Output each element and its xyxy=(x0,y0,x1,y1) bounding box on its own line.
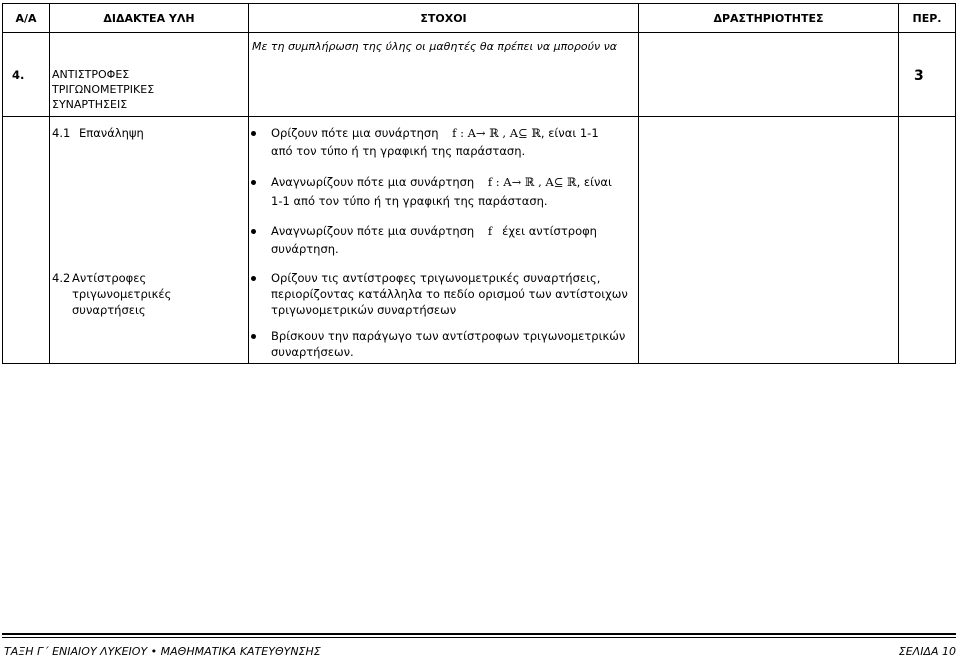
goal-1-suffix: , είναι 1-1 xyxy=(540,126,599,140)
goal-3-line2: συνάρτηση. xyxy=(271,242,339,256)
header-activities xyxy=(638,3,899,33)
intro-text: Με τη συμπλήρωση της ύλης οι μαθητές θα πρέπει να μπορούν να xyxy=(252,40,618,53)
body-material-cell xyxy=(49,116,249,364)
goal-4-line3: τριγωνομετρικών συναρτήσεων xyxy=(271,303,457,317)
chapter-title-line2: ΤΡΙΓΩΝΟΜΕΤΡΙΚΕΣ xyxy=(52,83,155,96)
goal-2-text: Αναγνωρίζουν πότε μια συνάρτηση xyxy=(271,175,475,189)
goal-3-text: Αναγνωρίζουν πότε μια συνάρτηση xyxy=(271,224,475,238)
header-aa xyxy=(2,3,50,33)
goal-1-text: Ορίζουν πότε μια συνάρτηση xyxy=(271,126,439,140)
section-4-2-title-line1: Αντίστροφες xyxy=(72,271,147,285)
goal-2-line2: 1-1 από τον τύπο ή τη γραφική της παράσταση. xyxy=(271,194,548,208)
goal-5-line1: Βρίσκουν την παράγωγο των αντίστροφων τριγωνομετρικών xyxy=(271,329,626,343)
chapter-periods: 3 xyxy=(914,68,924,84)
header-material xyxy=(49,3,249,33)
goal-1-math: f : A→ ℝ , A⊆ ℝ xyxy=(452,126,541,140)
footer-rule-thick xyxy=(2,633,956,635)
section-4-2-title-line2: τριγωνομετρικές xyxy=(72,287,172,301)
body-periods-cell xyxy=(898,116,956,364)
goal-5-line2: συναρτήσεων. xyxy=(271,345,354,359)
section-4-2-number: 4.2 xyxy=(52,271,71,285)
chapter-number-cell xyxy=(2,32,50,117)
header-periods xyxy=(898,3,956,33)
periods-cell xyxy=(898,32,956,117)
body-activities-cell xyxy=(638,116,899,364)
section-4-1-title: Επανάληψη xyxy=(79,126,144,140)
header-periods-label: ΠΕΡ. xyxy=(912,11,942,25)
header-activities-label: ΔΡΑΣΤΗΡΙΟΤΗΤΕΣ xyxy=(713,11,824,25)
header-material-label: ΔΙΔΑΚΤΕΑ ΥΛΗ xyxy=(103,11,195,25)
footer-left: ΤΑΞΗ Γ΄ ΕΝΙΑΙΟΥ ΛΥΚΕΙΟΥ • ΜΑΘΗΜΑΤΙΚΑ ΚΑΤΕΥΘΥΝΣΗΣ xyxy=(4,645,321,658)
section-4-2-title-line3: συναρτήσεις xyxy=(72,303,146,317)
goal-3-math: f xyxy=(487,224,493,238)
header-goals-label: ΣΤΟΧΟΙ xyxy=(420,11,467,25)
chapter-number: 4. xyxy=(12,68,25,82)
goal-2-math: f : A→ ℝ , A⊆ ℝ xyxy=(487,175,577,189)
footer-right: ΣΕΛΙΔΑ 10 xyxy=(898,645,956,658)
header-goals xyxy=(248,3,639,33)
footer-rule-thin xyxy=(2,637,956,638)
chapter-title-line3: ΣΥΝΑΡΤΗΣΕΙΣ xyxy=(52,98,128,111)
goal-4-line2: περιορίζοντας κατάλληλα το πεδίο ορισμού των αντίστοιχων xyxy=(271,287,628,301)
header-aa-label: Α/Α xyxy=(15,11,37,25)
chapter-title-line1: ΑΝΤΙΣΤΡΟΦΕΣ xyxy=(52,68,130,81)
section-4-1-number: 4.1 xyxy=(52,126,71,140)
goal-2-line1 xyxy=(271,174,612,190)
goal-2-suffix: , είναι xyxy=(576,175,612,189)
goal-3-line1 xyxy=(271,223,597,239)
activities-cell-chapter xyxy=(638,32,899,117)
body-aa-cell xyxy=(2,116,50,364)
goal-3-suffix: έχει αντίστροφη xyxy=(502,224,597,238)
goal-1-line2: από τον τύπο ή τη γραφική της παράσταση. xyxy=(271,144,526,158)
goal-1-line1 xyxy=(271,125,599,141)
goal-4-line1: Ορίζουν τις αντίστροφες τριγωνομετρικές συναρτήσεις, xyxy=(271,271,601,285)
